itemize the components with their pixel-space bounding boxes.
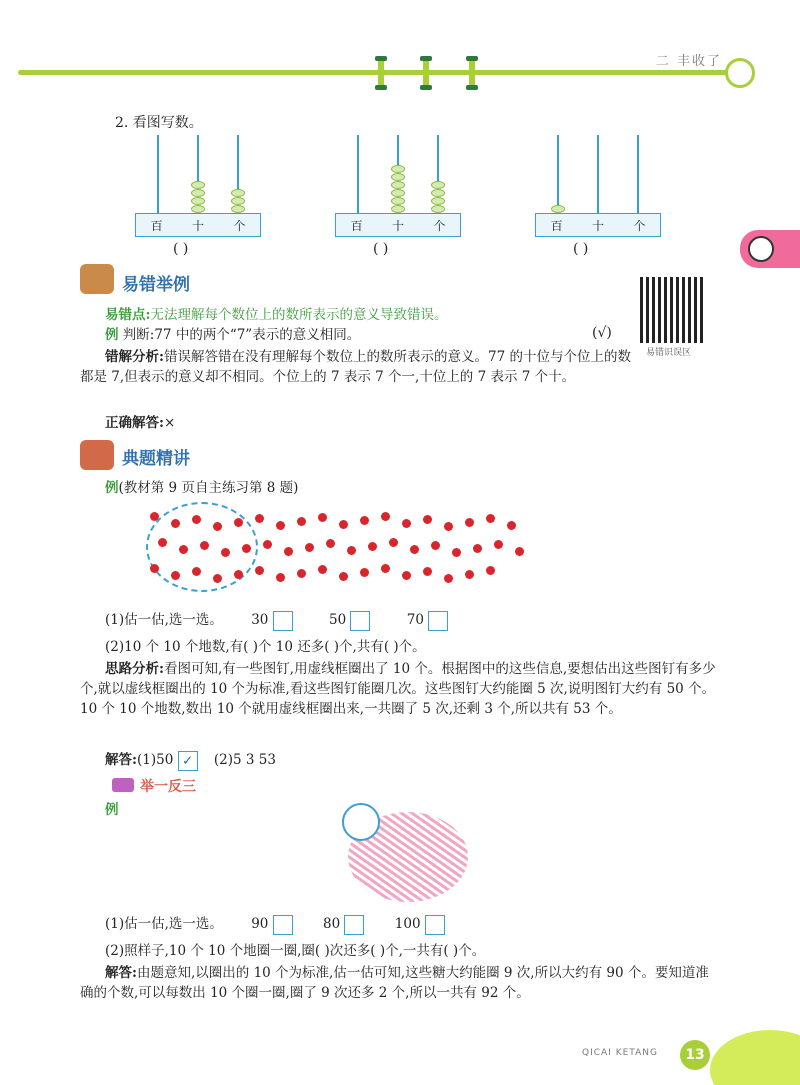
thumbtack: [158, 538, 167, 547]
header-pin: [378, 56, 384, 90]
option-box-70[interactable]: [428, 611, 448, 631]
thumbtack: [465, 518, 474, 527]
extend-answer-label: 解答:: [105, 965, 137, 981]
thumbtack: [473, 544, 482, 553]
thumbtack: [276, 573, 285, 582]
example-mark: (√): [592, 325, 612, 341]
circled-10-candies: [342, 803, 380, 841]
thumbtack: [402, 571, 411, 580]
abacus-base: [535, 213, 661, 237]
mascot-icon: [725, 58, 755, 88]
thumbtack: [347, 546, 356, 555]
error-point-label: 易错点:: [105, 307, 151, 323]
option-50: 50: [329, 612, 347, 628]
thumbtack: [486, 566, 495, 575]
option-100: 100: [394, 916, 421, 932]
analysis-text: 错误解答错在没有理解每个数位上的数所表示的意义。77 的十位与个位上的数都是 7,但表示的意义却不相同。个位上的 7 表示 7 个一,十位上的 7 表示 7 个十。: [80, 349, 631, 385]
example-label: 例: [105, 327, 119, 343]
thumbtack: [171, 571, 180, 580]
abacus-3: [535, 135, 661, 255]
option-90: 90: [251, 916, 269, 932]
thumbtack: [339, 520, 348, 529]
thumbtack: [360, 568, 369, 577]
header-bar: [18, 70, 733, 75]
qr-code-icon[interactable]: [640, 277, 706, 343]
option-80: 80: [323, 916, 341, 932]
typical-example-label: 例: [105, 480, 119, 496]
thumbtack: [423, 515, 432, 524]
thumbtack: [221, 548, 230, 557]
thumbtack: [213, 574, 222, 583]
example-text: 判断:77 中的两个“7”表示的意义相同。: [122, 327, 361, 343]
thumbtack: [297, 569, 306, 578]
thumbtack: [234, 518, 243, 527]
thumbtack: [276, 521, 285, 530]
thumbtack: [213, 522, 222, 531]
typical-q2: (2)10 个 10 个地数,有( )个 10 还多( )个,共有( )个。: [105, 639, 426, 655]
thumbtack: [410, 545, 419, 554]
extend-example-label: 例: [105, 802, 119, 818]
thumbtack: [368, 542, 377, 551]
abacus-base: [335, 213, 461, 237]
thumbtack: [465, 570, 474, 579]
thumbtack: [486, 514, 495, 523]
extend-q2: (2)照样子,10 个 10 个地圈一圈,圈( )次还多( )个,一共有( )个。: [105, 943, 486, 959]
hundreds-label: 百: [550, 218, 563, 233]
typical-answer-part1: (1)50: [136, 752, 174, 768]
correct-text: ×: [163, 415, 176, 431]
tens-label: 十: [191, 218, 204, 233]
thumbtack: [234, 570, 243, 579]
thumbtack: [339, 572, 348, 581]
thumbtack: [200, 541, 209, 550]
ones-label: 个: [233, 218, 246, 233]
thumbtack: [318, 565, 327, 574]
panda-side-tab-icon: [740, 230, 800, 268]
header-pin: [423, 56, 429, 90]
thumbtack: [402, 519, 411, 528]
thumbtack: [423, 567, 432, 576]
hundreds-label: 百: [150, 218, 163, 233]
thumbtack: [389, 538, 398, 547]
detective-icon: [80, 264, 114, 294]
ones-label: 个: [633, 218, 646, 233]
footer-brand: QICAI KETANG: [582, 1048, 658, 1058]
thumbtack: [431, 541, 440, 550]
thumbtack: [284, 547, 293, 556]
page-number: 13: [680, 1040, 710, 1070]
section-heading-typical: 典题精讲: [122, 449, 190, 469]
option-box-80[interactable]: [344, 915, 364, 935]
extend-q1-row: [105, 914, 625, 935]
header-pin: [469, 56, 475, 90]
hundreds-label: 百: [350, 218, 363, 233]
ones-label: 个: [433, 218, 446, 233]
thumbtack: [515, 547, 524, 556]
thumbtack: [179, 545, 188, 554]
typical-q1-row: [105, 610, 625, 631]
thumbtack: [381, 512, 390, 521]
thumbtack: [150, 512, 159, 521]
section-heading-errors: 易错举例: [122, 275, 190, 295]
option-70: 70: [406, 612, 424, 628]
error-point-text: 无法理解每个数位上的数所表示的意义导致错误。: [150, 307, 448, 323]
corner-decoration: [710, 1030, 800, 1085]
thumbtack: [242, 544, 251, 553]
thumbtack: [326, 539, 335, 548]
abacus-2: [335, 135, 461, 255]
book-icon: [112, 778, 134, 792]
tens-label: 十: [391, 218, 404, 233]
thumbtack: [444, 522, 453, 531]
thumbtack: [192, 515, 201, 524]
thumbtack: [297, 517, 306, 526]
answer-blank[interactable]: ( ): [173, 241, 189, 257]
option-box-30[interactable]: [273, 611, 293, 631]
option-box-100[interactable]: [425, 915, 445, 935]
option-30: 30: [251, 612, 269, 628]
thumbtack: [263, 540, 272, 549]
thumbtacks-figure: [150, 500, 660, 595]
thumbtack: [255, 566, 264, 575]
option-box-50[interactable]: [350, 611, 370, 631]
answer-blank[interactable]: ( ): [573, 241, 589, 257]
question-title: 2. 看图写数。: [115, 115, 203, 131]
thumbtack: [305, 543, 314, 552]
typical-answer-label: 解答:: [105, 752, 137, 768]
typical-example-text: (教材第 9 页自主练习第 8 题): [118, 480, 299, 496]
thumbtack: [507, 521, 516, 530]
qr-caption: 易错识误区: [646, 348, 692, 358]
abacus-1: [135, 135, 261, 255]
teacher-icon: [80, 440, 114, 470]
checked-box: ✓: [178, 751, 198, 771]
typical-analysis-text: 看图可知,有一些图钉,用虚线框圈出了 10 个。根据图中的这些信息,要想估出这些图钉有多少个,就以虚线框圈出的 10 个为标准,看这些图钉能圈几次。这些图钉大约能圈 5 次,说明图钉大约有 50 个。10 个 10 个地数,数出 10 个就用虚线框圈出来,一共圈了 5 次,还剩 3 个,所以共有 53 个。: [80, 661, 716, 717]
thumbtack: [318, 513, 327, 522]
extend-q1: (1)估一估,选一选。: [105, 916, 223, 932]
thumbtack: [360, 516, 369, 525]
extend-answer-text: 由题意知,以圈出的 10 个为标准,估一估可知,这些糖大约能圈 9 次,所以大约有 90 个。要知道准确的个数,可以每数出 10 个圈一圈,圈了 9 次还多 2 个,所以一共有 92 个。: [80, 965, 709, 1001]
thumbtack: [192, 567, 201, 576]
thumbtack: [381, 564, 390, 573]
thumbtack: [171, 519, 180, 528]
typical-analysis-label: 思路分析:: [105, 661, 164, 677]
abacus-base: [135, 213, 261, 237]
thumbtack: [444, 574, 453, 583]
correct-label: 正确解答:: [105, 415, 164, 431]
chapter-title: 二 丰收了: [655, 54, 722, 69]
thumbtack: [150, 564, 159, 573]
answer-blank[interactable]: ( ): [373, 241, 389, 257]
thumbtack: [255, 514, 264, 523]
thumbtack: [494, 540, 503, 549]
option-box-90[interactable]: [273, 915, 293, 935]
typical-q1: (1)估一估,选一选。: [105, 612, 223, 628]
tens-label: 十: [591, 218, 604, 233]
section-heading-extend: 举一反三: [140, 779, 196, 795]
typical-answer-part2: (2)5 3 53: [213, 752, 276, 768]
thumbtack: [452, 548, 461, 557]
analysis-label: 错解分析:: [105, 349, 164, 365]
